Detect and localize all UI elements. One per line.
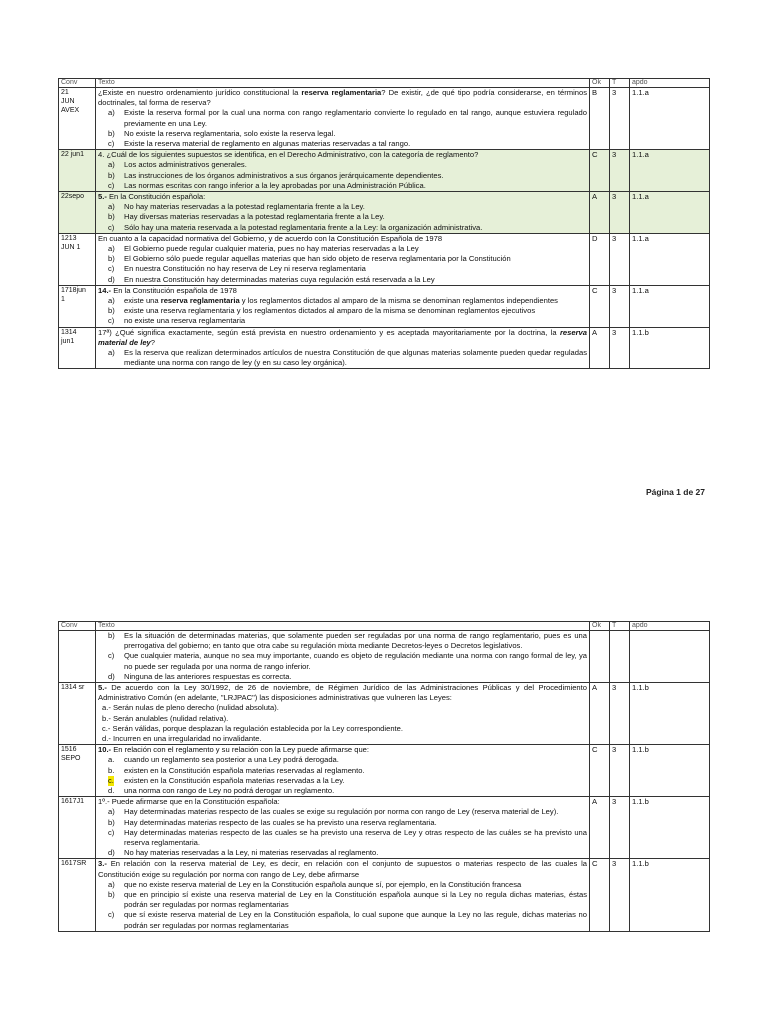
conv-cell [59, 745, 96, 797]
question-text [98, 683, 587, 703]
option-item [108, 651, 587, 671]
option-letter: d) [108, 848, 115, 858]
table-row [59, 327, 710, 369]
answer-cell: A [590, 327, 610, 369]
option-letter: c) [108, 651, 115, 661]
option-text: Hay diversas materias reservadas a la potestad reglamentaria frente a la Ley. [124, 212, 385, 222]
option-list [98, 755, 587, 796]
option-letter: a) [108, 296, 115, 306]
option-text: El Gobierno puede regular cualquier materia, pues no hay materias reservadas a la Ley [124, 244, 419, 254]
option-letter: b) [108, 212, 115, 222]
option-item: a.- Serán nulas de pleno derecho (nulidad absoluta). [102, 703, 279, 713]
option-letter: a) [108, 244, 115, 254]
option-item [108, 202, 587, 212]
option-item [108, 786, 587, 796]
header-t: T [610, 622, 630, 631]
topic-cell [610, 631, 630, 683]
question-cell [96, 150, 590, 192]
question-text-part: En relación con la reserva material de Ley, es decir, en relación con el conjunto de supuestos o materias respecto de las cuales la Constitución exige su regulación por norma con rango de Ley, debe afirmarse [98, 859, 587, 879]
conv-cell [59, 327, 96, 369]
question-text-part: 17ª) ¿Qué significa exactamente, según está prevista en nuestro ordenamiento y es aceptada mayoritariamente por la doctrina, la [98, 327, 560, 337]
option-text: No hay materias reservadas a la potestad reglamentaria frente a la Ley. [124, 202, 365, 212]
conv-cell [59, 285, 96, 327]
section-cell: 1.1.b [630, 745, 710, 797]
option-list [98, 160, 587, 191]
table-row [59, 859, 710, 931]
section-cell: 1.1.a [630, 150, 710, 192]
table-row-highlighted [59, 150, 710, 192]
option-item [108, 755, 587, 765]
option-item: b.- Serán anulables (nulidad relativa). [102, 713, 229, 723]
option-letter: a) [108, 160, 115, 170]
option-letter: d) [108, 671, 115, 681]
answer-cell: B [590, 88, 610, 150]
option-text: no existe una reserva reglamentaria [124, 316, 246, 326]
answer-cell: D [590, 233, 610, 285]
document-page-2 [0, 600, 768, 1024]
conv-cell [59, 631, 96, 683]
option-text: Hay determinadas materias respecto de las cuales se ha previsto una reserva reglamentaria. [124, 817, 437, 827]
option-letter: a) [108, 348, 115, 358]
option-item [108, 180, 587, 191]
option-text: Los actos administrativos generales. [124, 160, 247, 170]
answer-cell: C [590, 285, 610, 327]
question-cell [96, 327, 590, 369]
option-text: Es la situación de determinadas materias, que solamente pueden ser reguladas por una norma de rango reglamentario, pues es una prerrogativa del gobierno; en tanto que otra cabe su regulación mixta mediante Decretos-leyes o Decretos legislativos. [124, 631, 587, 651]
option-list [98, 244, 587, 285]
question-text: 4. ¿Cuál de los siguientes supuestos se identifica, en el Derecho Administrativo, con la categoría de reglamento? [98, 150, 479, 160]
answer-cell: C [590, 745, 610, 797]
option-text: Es la reserva que realizan determinados artículos de nuestra Constitución de que algunas materias solamente pueden quedar reguladas mediante una norma con rango de ley (y en su caso ley orgánica). [124, 348, 587, 368]
option-text: que no existe reserva material de Ley en la Constitución española aunque sí, por ejemplo, en la Constitución francesa [124, 879, 522, 889]
conv-label: 22 jun1 [61, 151, 84, 159]
option-item [108, 910, 587, 930]
question-text-part: ? De existir, ¿de qué tipo podría considerarse, en términos doctrinales, tal forma de reserva? [98, 88, 588, 108]
conv-cell [59, 859, 96, 931]
header-apdo: apdo [630, 79, 710, 88]
option-text: Hay determinadas materias respecto de las cuales se exige su regulación por norma con rango de Ley (reserva material de Ley). [124, 807, 559, 817]
question-cell [96, 88, 590, 150]
header-texto: Texto [96, 79, 590, 88]
table-row [59, 285, 710, 327]
conv-cell [59, 683, 96, 745]
option-letter: c) [108, 316, 115, 326]
option-text: En nuestra Constitución hay determinadas materias cuya regulación está reservada a la Ley [124, 274, 435, 284]
question-cell [96, 631, 590, 683]
table-row [59, 683, 710, 745]
answer-cell: A [590, 683, 610, 745]
question-cell [96, 859, 590, 931]
table-row [59, 745, 710, 797]
option-letter: c) [108, 264, 115, 274]
question-text [98, 192, 587, 202]
answer-cell: A [590, 797, 610, 859]
option-text: Existe la reserva material de reglamento en algunas materias reservadas a tal rango. [124, 139, 411, 149]
topic-cell: 3 [610, 327, 630, 369]
option-item [108, 222, 587, 233]
option-item [108, 890, 587, 910]
topic-cell: 3 [610, 192, 630, 234]
option-text: una norma con rango de Ley no podrá derogar un reglamento. [124, 786, 335, 796]
topic-cell: 3 [610, 745, 630, 797]
option-item [108, 827, 587, 848]
header-ok: Ok [590, 622, 610, 631]
header-ok: Ok [590, 79, 610, 88]
question-cell [96, 285, 590, 327]
question-number: 5.- [98, 192, 107, 202]
option-item [108, 170, 587, 181]
table-row [59, 88, 710, 150]
table-row-highlighted [59, 192, 710, 234]
option-letter: a) [108, 879, 115, 889]
option-item [108, 212, 587, 222]
table-row [59, 631, 710, 683]
answer-cell [590, 631, 610, 683]
section-cell: 1.1.a [630, 233, 710, 285]
question-cell [96, 233, 590, 285]
option-letter-highlighted: c. [108, 775, 114, 785]
conv-label: 1213 JUN 1 [61, 234, 81, 251]
option-text: existen en la Constitución española materias reservadas al reglamento. [124, 765, 365, 775]
section-cell: 1.1.a [630, 285, 710, 327]
topic-cell: 3 [610, 859, 630, 931]
option-text: Las normas escritas con rango inferior a la ley aprobadas por una Administración Pública. [124, 180, 426, 190]
option-letter: b) [108, 170, 115, 180]
option-letter: c) [108, 222, 115, 232]
option-text: Que cualquier materia, aunque no sea muy importante, cuando es objeto de regulación mediante una norma con rango formal de ley, ya no puede ser regulada por una norma de rango inferior. [124, 651, 587, 671]
option-letter: d. [108, 786, 115, 796]
conv-label: 1617J1 [61, 798, 84, 806]
option-item [108, 817, 587, 828]
option-list [98, 296, 587, 327]
option-letter: d) [108, 274, 115, 284]
option-letter: b. [108, 765, 115, 775]
option-letter: a) [108, 807, 115, 817]
conv-cell [59, 797, 96, 859]
question-text: En cuanto a la capacidad normativa del Gobierno, y de acuerdo con la Constitución Española de 1978 [98, 233, 443, 243]
topic-cell: 3 [610, 233, 630, 285]
option-item [108, 671, 587, 682]
question-emphasis: reserva material de ley [98, 327, 587, 347]
question-text [98, 745, 587, 755]
section-cell: 1.1.a [630, 88, 710, 150]
option-item [108, 108, 587, 128]
option-list [98, 880, 587, 931]
option-text: Ninguna de las anteriores respuestas es correcta. [124, 671, 292, 681]
header-t: T [610, 79, 630, 88]
answer-cell: C [590, 859, 610, 931]
header-conv: Conv [59, 79, 96, 88]
option-text: existen en la Constitución española materias reservadas a la Ley. [124, 775, 345, 785]
section-cell: 1.1.a [630, 192, 710, 234]
question-text [98, 286, 587, 296]
conv-cell [59, 150, 96, 192]
question-text-part: Puede afirmarse que en la Constitución española: [109, 797, 280, 807]
option-item [108, 316, 587, 326]
question-number: 3.- [98, 859, 107, 869]
option-letter: c) [108, 910, 115, 920]
option-item [108, 128, 587, 139]
question-text-part: ¿Existe en nuestro ordenamiento jurídico constitucional la [98, 88, 302, 97]
question-text [98, 88, 587, 108]
option-letter: c) [108, 139, 115, 149]
option-text: No existe la reserva reglamentaria, solo existe la reserva legal. [124, 128, 336, 138]
header-conv: Conv [59, 622, 96, 631]
question-number: 5.- [98, 683, 107, 693]
conv-label: 22sepo [61, 193, 84, 201]
option-list [98, 348, 587, 368]
question-cell [96, 797, 590, 859]
question-text-part: En relación con el reglamento y su relación con la Ley puede afirmarse que: [111, 745, 370, 755]
option-text: Sólo hay una materia reservada a la potestad reglamentaria frente a la Ley: la organización administrativa. [124, 222, 483, 232]
option-list [98, 807, 587, 858]
topic-cell: 3 [610, 150, 630, 192]
question-text [98, 797, 587, 807]
question-cell [96, 745, 590, 797]
option-item [108, 306, 587, 316]
option-letter: b) [108, 817, 115, 827]
conv-cell [59, 233, 96, 285]
conv-label: 21 JUN AVEX [61, 89, 80, 114]
table-row [59, 797, 710, 859]
question-cell [96, 192, 590, 234]
question-text-part: En la Constitución española de 1978 [111, 285, 237, 295]
question-number: 14.- [98, 285, 112, 295]
option-emphasis: reserva reglamentaria [160, 296, 240, 306]
section-cell: 1.1.b [630, 683, 710, 745]
conv-cell [59, 192, 96, 234]
answer-cell: C [590, 150, 610, 192]
option-text: Existe la reserva formal por la cual una norma con rango reglamentario convierte lo regulado en tal rango, aunque estuviera regulado previamente en una Ley. [124, 108, 587, 128]
page-footer: Página 1 de 27 [645, 487, 705, 497]
option-letter: c) [108, 827, 115, 837]
option-text: Hay determinadas materias respecto de las cuales se ha previsto una reserva de Ley y otras respecto de las cuáles se ha previsto una reserva reglamentaria. [124, 827, 587, 848]
table-header-row [59, 622, 710, 631]
option-item [108, 160, 587, 170]
option-text: que sí existe reserva material de Ley en la Constitución española, lo cual supone que aunque la Ley no las regule, dichas materias no podrán ser reguladas por normas reglamentarias [124, 910, 587, 930]
question-text-part: ? [150, 337, 155, 347]
option-item: c.- Serán válidas, porque desplazan la regulación establecida por la Ley correspondiente. [102, 723, 403, 733]
header-apdo: apdo [630, 622, 710, 631]
option-letter: b) [108, 890, 115, 900]
option-item [108, 274, 587, 285]
option-item [108, 879, 587, 890]
header-texto: Texto [96, 622, 590, 631]
option-letter: b) [108, 254, 115, 264]
option-letter: a) [108, 202, 115, 212]
option-item [108, 348, 587, 368]
option-text: El Gobierno sólo puede regular aquellas materias que han sido objeto de reserva reglamentaria por la Constitución [124, 254, 511, 264]
option-item [108, 296, 587, 306]
option-letter: b) [108, 306, 115, 316]
conv-label: 1718jun 1 [61, 286, 86, 303]
topic-cell: 3 [610, 88, 630, 150]
conv-label: 1516 SEPO [61, 746, 81, 763]
question-text-part: De acuerdo con la Ley 30/1992, de 26 de noviembre, de Régimen Jurídico de las Administraciones Públicas y del Procedimiento Administrativo Común (en adelante, "LRJPAC") las disposiciones administrativas que vulneren las Leyes: [98, 683, 587, 703]
option-text: En nuestra Constitución no hay reserva de Ley ni reserva reglamentaria [124, 264, 366, 274]
topic-cell: 3 [610, 285, 630, 327]
conv-cell [59, 88, 96, 150]
option-letter: b) [108, 631, 115, 640]
option-list [98, 631, 587, 682]
answer-cell: A [590, 192, 610, 234]
conv-label: 1617SR [61, 860, 87, 868]
question-number: 1º.- [98, 797, 110, 807]
question-number: 10.- [98, 745, 112, 755]
topic-cell: 3 [610, 683, 630, 745]
topic-cell: 3 [610, 797, 630, 859]
option-text: cuando un reglamento sea posterior a una Ley podrá derogada. [124, 755, 339, 765]
option-item [108, 631, 587, 651]
section-cell [630, 631, 710, 683]
option-list [98, 703, 587, 744]
option-list [98, 202, 587, 233]
question-text [98, 859, 587, 879]
question-text-part: En la Constitución española: [106, 192, 206, 202]
question-emphasis: reserva reglamentaria [301, 88, 382, 97]
questions-table-page-2 [58, 621, 710, 932]
section-cell: 1.1.b [630, 859, 710, 931]
option-item [108, 848, 587, 858]
section-cell: 1.1.b [630, 327, 710, 369]
option-text: existe una reserva reglamentaria y los reglamentos dictados al amparo de la misma se denominan reglamentos ejecutivos [124, 306, 536, 316]
option-letter: c) [108, 180, 115, 190]
option-item [108, 264, 587, 274]
option-item [108, 775, 587, 786]
section-cell: 1.1.b [630, 797, 710, 859]
question-cell [96, 683, 590, 745]
option-list [98, 108, 587, 149]
option-item [108, 254, 587, 264]
option-item [108, 244, 587, 254]
option-text: que en principio sí existe una reserva material de Ley en la Constitución española aunque si la Ley no regula dichas materias, éstas podrán ser reguladas por normas reglamentarias [124, 890, 587, 910]
question-text [98, 328, 587, 348]
option-text: No hay materias reservadas a la Ley, ni materias reservadas al reglamento. [124, 848, 379, 858]
option-text: Las instrucciones de los órganos administrativos a sus órganos jerárquicamente dependientes. [124, 170, 444, 180]
table-header-row [59, 79, 710, 88]
questions-table-page-1 [58, 78, 710, 369]
option-item [108, 765, 587, 776]
option-text: existe una [124, 296, 161, 306]
option-item [108, 807, 587, 817]
option-item: d.- Incurren en una irregularidad no invalidante. [102, 734, 262, 744]
conv-label: 1314 jun1 [61, 328, 77, 345]
option-letter: a. [108, 755, 115, 765]
option-letter: a) [108, 108, 115, 118]
option-letter: b) [108, 128, 115, 138]
option-item [108, 139, 587, 149]
conv-label: 1314 sr [61, 684, 85, 692]
table-row [59, 233, 710, 285]
option-text: y los reglamentos dictados al amparo de la misma se denominan reglamentos independientes [239, 296, 558, 306]
